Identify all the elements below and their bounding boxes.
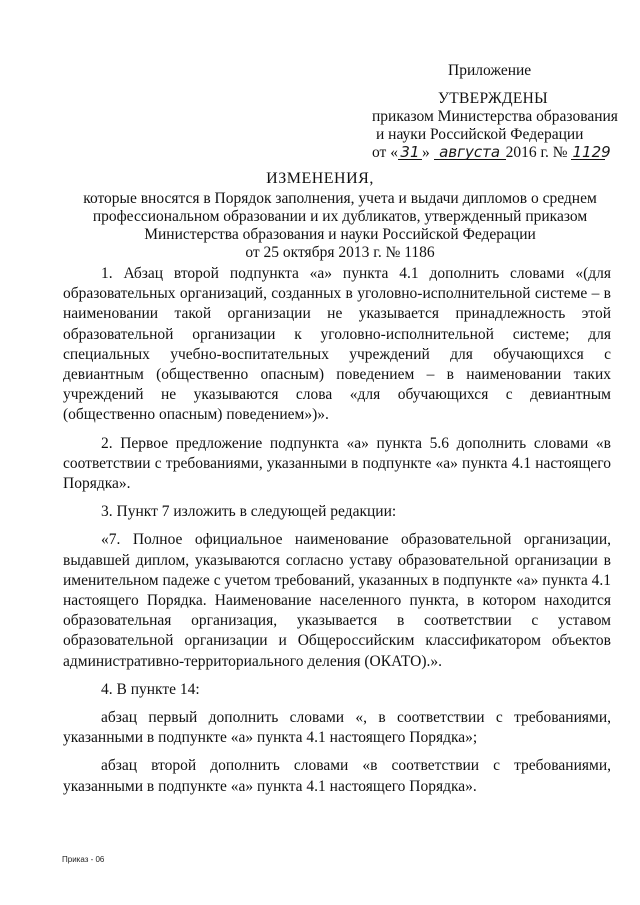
- order-date-line: [372, 143, 611, 162]
- paragraph-6: абзац первый дополнить словами «, в соответствии с требованиями, указанными в подпункте «а» пункта 4.1 настоящего Порядка»;: [63, 709, 611, 747]
- order-line-1: приказом Министерства образования: [372, 108, 618, 125]
- document-subtitle: [60, 190, 620, 262]
- document-title: ИЗМЕНЕНИЯ,: [266, 170, 374, 187]
- date-prefix: от «: [372, 144, 398, 161]
- subtitle-line: Министерства образования и науки Российской Федерации: [144, 226, 536, 243]
- document-body: [63, 264, 611, 805]
- paragraph-7: абзац второй дополнить словами «в соответствии с требованиями, указанными в подпункте «а» пункта 4.1 настоящего Порядка».: [63, 757, 611, 795]
- footer-label: Приказ - 06: [62, 855, 105, 864]
- approved-label: УТВЕРЖДЕНЫ: [438, 90, 548, 107]
- subtitle-line: которые вносятся в Порядок заполнения, учета и выдачи дипломов о среднем: [83, 190, 597, 207]
- subtitle-line: профессиональном образовании и их дубликатов, утвержденный приказом: [92, 208, 588, 225]
- handwritten-month: августа: [434, 145, 506, 160]
- paragraph-2: 2. Первое предложение подпункта «а» пункта 5.6 дополнить словами «в соответствии с требованиями, указанными в подпункте «а» пункта 4.1 настоящего Порядка».: [63, 434, 611, 493]
- paragraph-5: 4. В пункте 14:: [101, 680, 200, 698]
- paragraph-4: «7. Полное официальное наименование образовательной организации, выдавшей диплом, указываются согласно уставу образовательной организации в именительном падеже с учетом требований, указанных в подпункте «а» пункта 4.1 настоящего Порядка. Наименование населенного пункта, в котором находится образовательная организация, указывается в соответствии с уставом образовательной организации и Общероссийским классификатором объектов административно-территориального деления (ОКАТО).».: [63, 531, 611, 670]
- date-mid: »: [421, 144, 430, 161]
- subtitle-line: от 25 октября 2013 г. № 1186: [245, 244, 435, 261]
- handwritten-day: 31: [398, 145, 422, 160]
- paragraph-1: 1. Абзац второй подпункта «а» пункта 4.1 дополнить словами «(для образовательных организаций, созданных в уголовно-исполнительной системе – в наименовании такой организации не указывается принадлежность этой образовательной организации к уголовно-исполнительной системе; для специальных учебно-воспитательных учреждений для обучающихся с девиантным (общественно опасным) поведением – в наименовании таких учреждений не указываются слова «для обучающихся с девиантным (общественно опасным) поведением»)».: [63, 265, 611, 424]
- date-year: 2016 г. №: [505, 144, 568, 161]
- handwritten-order-number: 1129: [572, 143, 611, 161]
- appendix-label: Приложение: [448, 62, 532, 79]
- order-line-2: и науки Российской Федерации: [376, 126, 584, 143]
- paragraph-3: 3. Пункт 7 изложить в следующей редакции:: [101, 503, 397, 521]
